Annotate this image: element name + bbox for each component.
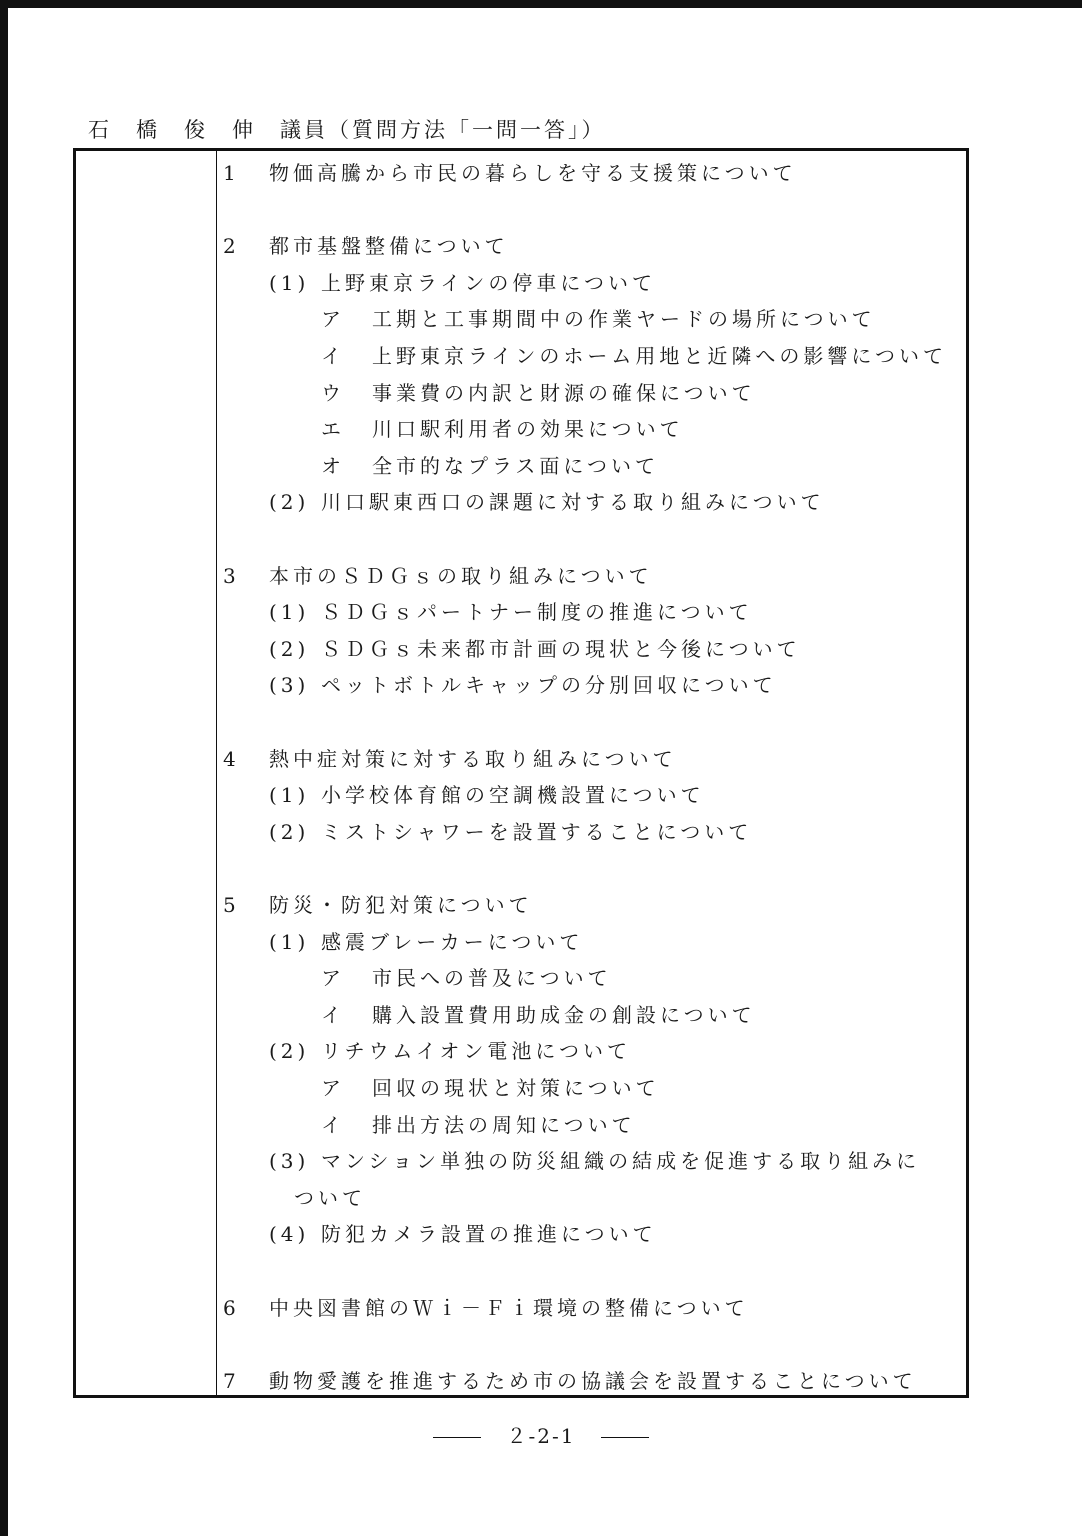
sub-item-number: (3) bbox=[269, 1149, 310, 1174]
kana-item-text: 市民への普及について bbox=[372, 966, 612, 991]
item-topic: 防災・防犯対策について bbox=[269, 893, 533, 917]
page-footer bbox=[0, 1420, 1082, 1449]
page-number: ２-2-1 bbox=[506, 1424, 576, 1448]
window-top-border bbox=[0, 0, 1082, 8]
kana-item-marker: イ bbox=[321, 1112, 345, 1137]
footer-dash-left bbox=[433, 1437, 481, 1438]
kana-item-marker: エ bbox=[321, 417, 345, 442]
item-topic: 動物愛護を推進するため市の協議会を設置することについて bbox=[269, 1368, 917, 1393]
sub-item-text: 感震ブレーカーについて bbox=[321, 929, 584, 954]
kana-item-marker: イ bbox=[321, 1002, 345, 1027]
sub-item-text: ペットボトルキャップの分別回収について bbox=[321, 673, 777, 698]
kana-item-text: 工期と工事期間中の作業ヤードの場所について bbox=[372, 307, 876, 332]
kana-item-marker: ア bbox=[321, 307, 345, 332]
item-topic: 都市基盤整備について bbox=[269, 234, 509, 259]
kana-item-text: 回収の現状と対策について bbox=[372, 1076, 660, 1100]
column-divider bbox=[216, 151, 217, 1395]
item-number: 3 bbox=[223, 563, 240, 588]
kana-item-text: 事業費の内訳と財源の確保について bbox=[372, 380, 756, 405]
item-topic: 本市のＳＤＧｓの取り組みについて bbox=[269, 563, 653, 588]
footer-dash-right bbox=[601, 1437, 649, 1438]
kana-item-text: 購入設置費用助成金の創設について bbox=[372, 1002, 756, 1027]
sub-item-number: (2) bbox=[269, 490, 310, 515]
sub-item-text: ＳＤＧｓ未来都市計画の現状と今後について bbox=[321, 636, 801, 661]
sub-item-text: 小学校体育館の空調機設置について bbox=[321, 783, 705, 808]
sub-item-number: (2) bbox=[269, 636, 310, 661]
kana-item-marker: ウ bbox=[321, 380, 345, 405]
sub-item-number: (4) bbox=[269, 1222, 310, 1247]
sub-item-continuation: ついて bbox=[294, 1185, 366, 1210]
sub-item-text: ＳＤＧｓパートナー制度の推進について bbox=[321, 600, 753, 625]
sub-item-number: (3) bbox=[269, 673, 310, 698]
item-number: 5 bbox=[223, 893, 240, 917]
question-table bbox=[73, 148, 969, 1398]
sub-item-text: 川口駅東西口の課題に対する取り組みについて bbox=[321, 490, 825, 515]
item-number: 6 bbox=[223, 1295, 240, 1320]
sub-item-text: マンション単独の防災組織の結成を促進する取り組みに bbox=[321, 1149, 921, 1174]
item-topic: 熱中症対策に対する取り組みについて bbox=[269, 746, 677, 771]
member-name: 石 橋 俊 伸 議員 bbox=[88, 118, 328, 142]
kana-item-text: 全市的なプラス面について bbox=[372, 453, 659, 478]
item-topic: 物価高騰から市民の暮らしを守る支援策について bbox=[269, 161, 797, 185]
kana-item-marker: イ bbox=[321, 344, 345, 368]
kana-item-marker: ア bbox=[321, 966, 345, 991]
sub-item-number: (2) bbox=[269, 819, 310, 844]
kana-item-text: 川口駅利用者の効果について bbox=[372, 417, 684, 442]
sub-item-number: (1) bbox=[269, 270, 310, 295]
window-left-border bbox=[0, 0, 8, 1536]
kana-item-marker: ア bbox=[321, 1076, 345, 1100]
item-topic: 中央図書館のＷｉ－Ｆｉ環境の整備について bbox=[269, 1295, 749, 1320]
kana-item-marker: オ bbox=[321, 453, 345, 478]
sub-item-number: (2) bbox=[269, 1039, 310, 1064]
sub-item-text: ミストシャワーを設置することについて bbox=[321, 819, 753, 844]
item-number: 7 bbox=[223, 1368, 240, 1393]
question-method: （質問方法「一問一答」） bbox=[328, 118, 606, 142]
sub-item-text: 防犯カメラ設置の推進について bbox=[321, 1222, 657, 1247]
sub-item-number: (1) bbox=[269, 600, 310, 625]
sub-item-text: 上野東京ラインの停車について bbox=[321, 270, 656, 295]
sub-item-number: (1) bbox=[269, 783, 310, 808]
document-title bbox=[88, 114, 606, 144]
sub-item-number: (1) bbox=[269, 929, 310, 954]
item-number: 2 bbox=[223, 234, 240, 259]
kana-item-text: 上野東京ラインのホーム用地と近隣への影響について bbox=[372, 344, 947, 368]
item-number: 4 bbox=[223, 746, 240, 771]
sub-item-text: リチウムイオン電池について bbox=[321, 1039, 631, 1064]
kana-item-text: 排出方法の周知について bbox=[372, 1112, 636, 1137]
item-number: 1 bbox=[223, 161, 240, 185]
